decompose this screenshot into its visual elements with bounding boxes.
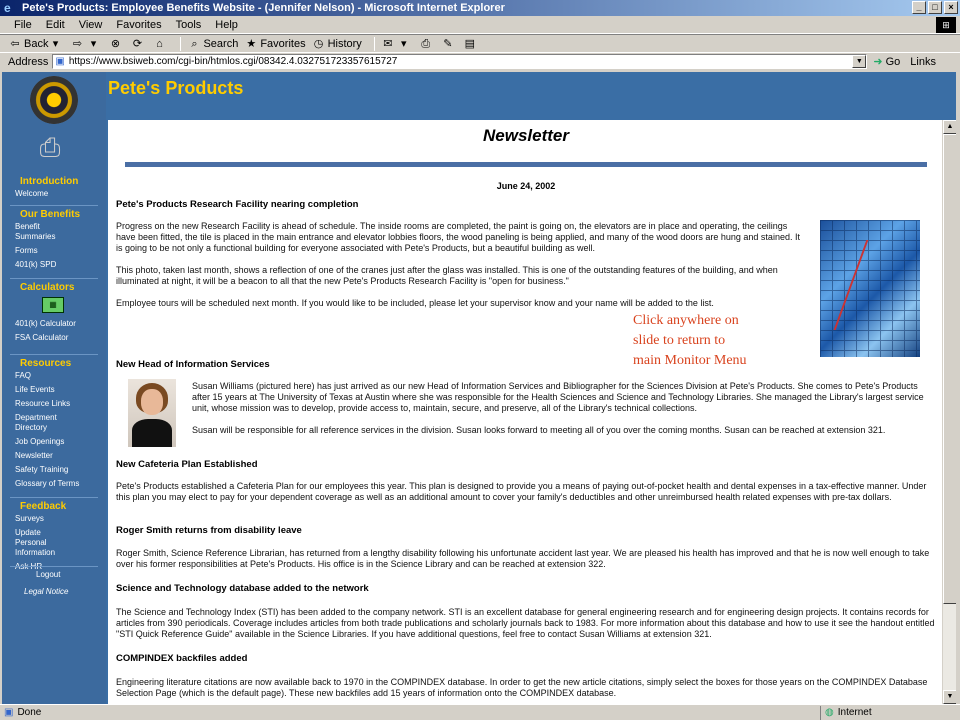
article-heading: Pete's Products Research Facility nearing completion	[116, 199, 359, 210]
menu-favorites[interactable]: Favorites	[116, 18, 162, 31]
discuss-button[interactable]	[463, 37, 479, 51]
vertical-scrollbar[interactable]	[942, 120, 956, 704]
toolbar-divider	[180, 37, 181, 51]
scroll-down-icon[interactable]: ▼	[943, 690, 956, 704]
nav-item-benefit-summaries[interactable]: Benefit Summaries	[15, 222, 56, 241]
forward-button[interactable]	[70, 37, 102, 51]
article-paragraph: The Science and Technology Index (STI) has been added to the company network. STI is an excellent database for general engineering research and for engineering design projects. It contains records for articles from 390 periodicals. Coverage includes articles from both trade publications and scholarly journals back to 1983. For more information about this database and how to use it see the handout entitled "STI Quick Reference Guide" available in the Science Libraries. If you have additional questions, feel free to contact Susan Williams at extension 321.	[116, 607, 935, 639]
address-url: https://www.bsiweb.com/cgi-bin/htmlos.cgi/08342.4.032751723357615727	[68, 56, 398, 67]
nav-item-forms[interactable]: Forms	[15, 246, 38, 255]
nav-item-faq[interactable]: FAQ	[15, 371, 32, 380]
close-button[interactable]: ×	[944, 1, 958, 14]
menu-bar	[0, 16, 960, 34]
nav-item-update-personal-info[interactable]: Update Personal Information	[15, 528, 56, 557]
status-bar	[0, 704, 960, 720]
nav-item-life-events[interactable]: Life Events	[15, 385, 55, 394]
article-paragraph: Susan Williams (pictured here) has just arrived as our new Head of Information Services and Bibliographer for the Sciences Division at Pete's Products. She comes to Pete's Products after 15 years at The University of Texas at Austin where she was responsible for the Health Sciences and Science and Technology Libraries. She managed the Library's largest service unit, whose mission was to develop, provide access to, maintain, secure, and preserve, all of the Library's technical collections.	[192, 381, 924, 413]
history-icon: ◷	[313, 37, 324, 50]
logout-link[interactable]: Logout	[36, 570, 61, 579]
go-arrow-icon: ➜	[873, 56, 883, 68]
stop-icon: ⊗	[110, 37, 121, 50]
menu-tools[interactable]: Tools	[175, 18, 202, 31]
return-to-menu-note[interactable]	[633, 311, 747, 371]
nav-item-401k-calculator[interactable]: 401(k) Calculator	[15, 319, 76, 328]
note-line: slide to return to	[633, 333, 726, 348]
nav-item-safety-training[interactable]: Safety Training	[15, 465, 69, 474]
newsletter-date: June 24, 2002	[496, 181, 556, 191]
history-button[interactable]	[312, 37, 362, 51]
nav-item-department-directory[interactable]: Department Directory	[15, 413, 57, 432]
minimize-button[interactable]: _	[912, 1, 926, 14]
article-paragraph: Roger Smith, Science Reference Librarian, has returned from a lengthy disability following his unfortunate accident last year. We are pleased his health has improved and that he is now well enough to take over his former responsibilities at Pete's Products. His office is in the Science Library and can be reached at extension 322.	[116, 548, 930, 569]
address-dropdown-button[interactable]: ▼	[852, 55, 866, 68]
page-icon: ▣	[4, 707, 14, 718]
nav-head-calculators: Calculators	[20, 282, 75, 293]
printer-icon[interactable]: ⎙	[39, 132, 61, 162]
nav-item-401k-spd[interactable]: 401(k) SPD	[15, 260, 57, 269]
nav-calculators	[2, 278, 106, 347]
left-navigation	[2, 72, 106, 704]
menu-help[interactable]: Help	[215, 18, 238, 31]
research-facility-photo	[820, 220, 920, 357]
article-paragraph: Progress on the new Research Facility is ahead of schedule. The inside rooms are completed, the paint is going on, the elevators are in place and operating, the ceilings have been fitted, the tile is placed in the main entrance and elevator lobbies floors, the wood paneling is being applied, and many of the wood doors are hung and stained. It is going to be not only a functional building for everyone associated with Pete's Products, but a beautiful building as well.	[116, 221, 800, 253]
back-button[interactable]	[8, 37, 64, 51]
note-line: Click anywhere on	[633, 313, 739, 328]
nav-head-feedback: Feedback	[20, 501, 67, 512]
menu-view[interactable]: View	[78, 18, 103, 31]
calculator-icon: ▦	[42, 297, 64, 313]
home-icon: ⌂	[156, 37, 163, 50]
home-button[interactable]	[152, 37, 168, 51]
scroll-thumb[interactable]	[943, 134, 956, 604]
stop-button[interactable]	[108, 37, 124, 51]
print-button[interactable]	[419, 37, 435, 51]
article-heading: New Cafeteria Plan Established	[116, 459, 258, 470]
nav-head-benefits: Our Benefits	[20, 209, 81, 220]
menu-file[interactable]: File	[14, 18, 32, 31]
security-zone	[820, 706, 872, 720]
article-heading: Roger Smith returns from disability leave	[116, 525, 302, 536]
nav-item-fsa-calculator[interactable]: FSA Calculator	[15, 333, 69, 342]
status-text: Done	[17, 707, 42, 718]
article-heading: Science and Technology database added to the network	[116, 583, 369, 594]
article-heading: COMPINDEX backfiles added	[116, 653, 248, 664]
ie-icon: e	[4, 1, 11, 15]
mail-button[interactable]	[381, 37, 413, 51]
menu-edit[interactable]: Edit	[45, 18, 65, 31]
nav-item-job-openings[interactable]: Job Openings	[15, 437, 65, 446]
address-input[interactable]	[52, 54, 867, 69]
zone-text: Internet	[837, 707, 872, 718]
legal-notice-link[interactable]: Legal Notice	[24, 587, 69, 596]
print-icon: ⎙	[421, 37, 431, 50]
site-title: Pete's Products	[108, 78, 244, 98]
history-label: History	[327, 37, 362, 50]
favorites-label: Favorites	[260, 37, 306, 50]
nav-head-resources: Resources	[20, 358, 72, 369]
nav-item-surveys[interactable]: Surveys	[15, 514, 44, 523]
newsletter-title: Newsletter	[483, 126, 569, 145]
favorites-button[interactable]	[244, 37, 305, 51]
nav-divider	[10, 354, 98, 355]
nav-divider	[10, 497, 98, 498]
favorites-icon: ★	[246, 37, 257, 50]
address-label: Address	[8, 55, 49, 68]
forward-arrow-icon: ⇨	[72, 37, 83, 50]
nav-divider	[10, 278, 98, 279]
browser-viewport	[2, 72, 956, 704]
article-paragraph: This photo, taken last month, shows a reflection of one of the cranes just after the glass was installed. This is one of the outstanding features of the building, and when illuminated at night, it will be a beacon to all that the new Pete's Products Research Facility is "open for business."	[116, 265, 778, 286]
window-title: Pete's Products: Employee Benefits Website - (Jennifer Nelson) - Microsoft Internet Explorer	[22, 2, 505, 14]
article-paragraph: Employee tours will be scheduled next month. If you would like to be included, please let your supervisor know and your name will be added to the list.	[116, 298, 714, 308]
page-icon: ▣	[55, 56, 65, 67]
nav-introduction	[2, 176, 106, 203]
address-bar	[0, 52, 960, 70]
note-line: main Monitor Menu	[633, 353, 747, 368]
edit-button[interactable]	[441, 37, 457, 51]
refresh-icon: ⟳	[132, 37, 143, 50]
nav-item-resource-links[interactable]: Resource Links	[15, 399, 71, 408]
article-heading: New Head of Information Services	[116, 359, 270, 370]
maximize-button[interactable]: □	[928, 1, 942, 14]
nav-resources	[2, 354, 106, 493]
refresh-button[interactable]	[130, 37, 146, 51]
go-label: Go	[885, 55, 901, 68]
nav-item-welcome[interactable]: Welcome	[15, 189, 49, 198]
go-button[interactable]	[873, 55, 900, 68]
windows-logo-icon: ⊞	[936, 17, 956, 33]
back-arrow-icon: ⇦	[10, 37, 20, 50]
company-seal-logo	[30, 76, 78, 124]
links-button[interactable]: Links	[910, 55, 936, 68]
globe-icon: ◍	[825, 707, 834, 718]
window-titlebar	[0, 0, 960, 16]
scroll-up-icon[interactable]: ▲	[943, 120, 956, 134]
toolbar	[0, 34, 960, 52]
title-rule	[125, 162, 927, 167]
nav-feedback	[2, 497, 106, 576]
mail-icon: ✉	[383, 37, 393, 50]
search-button[interactable]	[187, 37, 238, 51]
nav-head-introduction: Introduction	[20, 176, 79, 187]
article-paragraph: Susan will be responsible for all reference services in the division. Susan looks forward to meeting all of you over the coming months. Susan can be reached at extension 321.	[192, 425, 886, 435]
nav-item-glossary[interactable]: Glossary of Terms	[15, 479, 80, 488]
newsletter-panel	[108, 120, 956, 704]
susan-williams-photo	[128, 379, 176, 447]
discuss-icon: ▤	[464, 37, 476, 50]
chevron-down-icon: ▾	[90, 37, 97, 50]
nav-benefits	[2, 205, 106, 274]
article-paragraph: Engineering literature citations are now available back to 1970 in the COMPINDEX database. In order to get the new article citations, simply select the boxes for those years on the COMPINDEX Database Selection Page (which is the default page). These new backfiles add 15 years of information onto the COMPINDEX database.	[116, 677, 928, 698]
nav-footer	[2, 566, 106, 596]
search-icon: ⌕	[191, 37, 198, 50]
search-label: Search	[203, 37, 239, 50]
nav-divider	[10, 205, 98, 206]
back-label: Back	[24, 37, 49, 50]
nav-divider	[10, 566, 98, 567]
toolbar-divider	[374, 37, 375, 51]
article-paragraph: Pete's Products established a Cafeteria Plan for our employees this year. This plan is designed to provide you a means of paying out-of-pocket health and dental expenses in a tax-effective manner. Under this plan you may elect to pay for your dependent coverage as well as an additional amount to cover your family's deductibles and other unreimbursed health related expenses with pre-tax dollars.	[116, 481, 927, 502]
nav-item-newsletter[interactable]: Newsletter	[15, 451, 53, 460]
status-left	[0, 707, 820, 718]
chevron-down-icon: ▾	[52, 37, 59, 50]
edit-icon: ✎	[443, 37, 453, 50]
chevron-down-icon: ▾	[401, 37, 407, 50]
